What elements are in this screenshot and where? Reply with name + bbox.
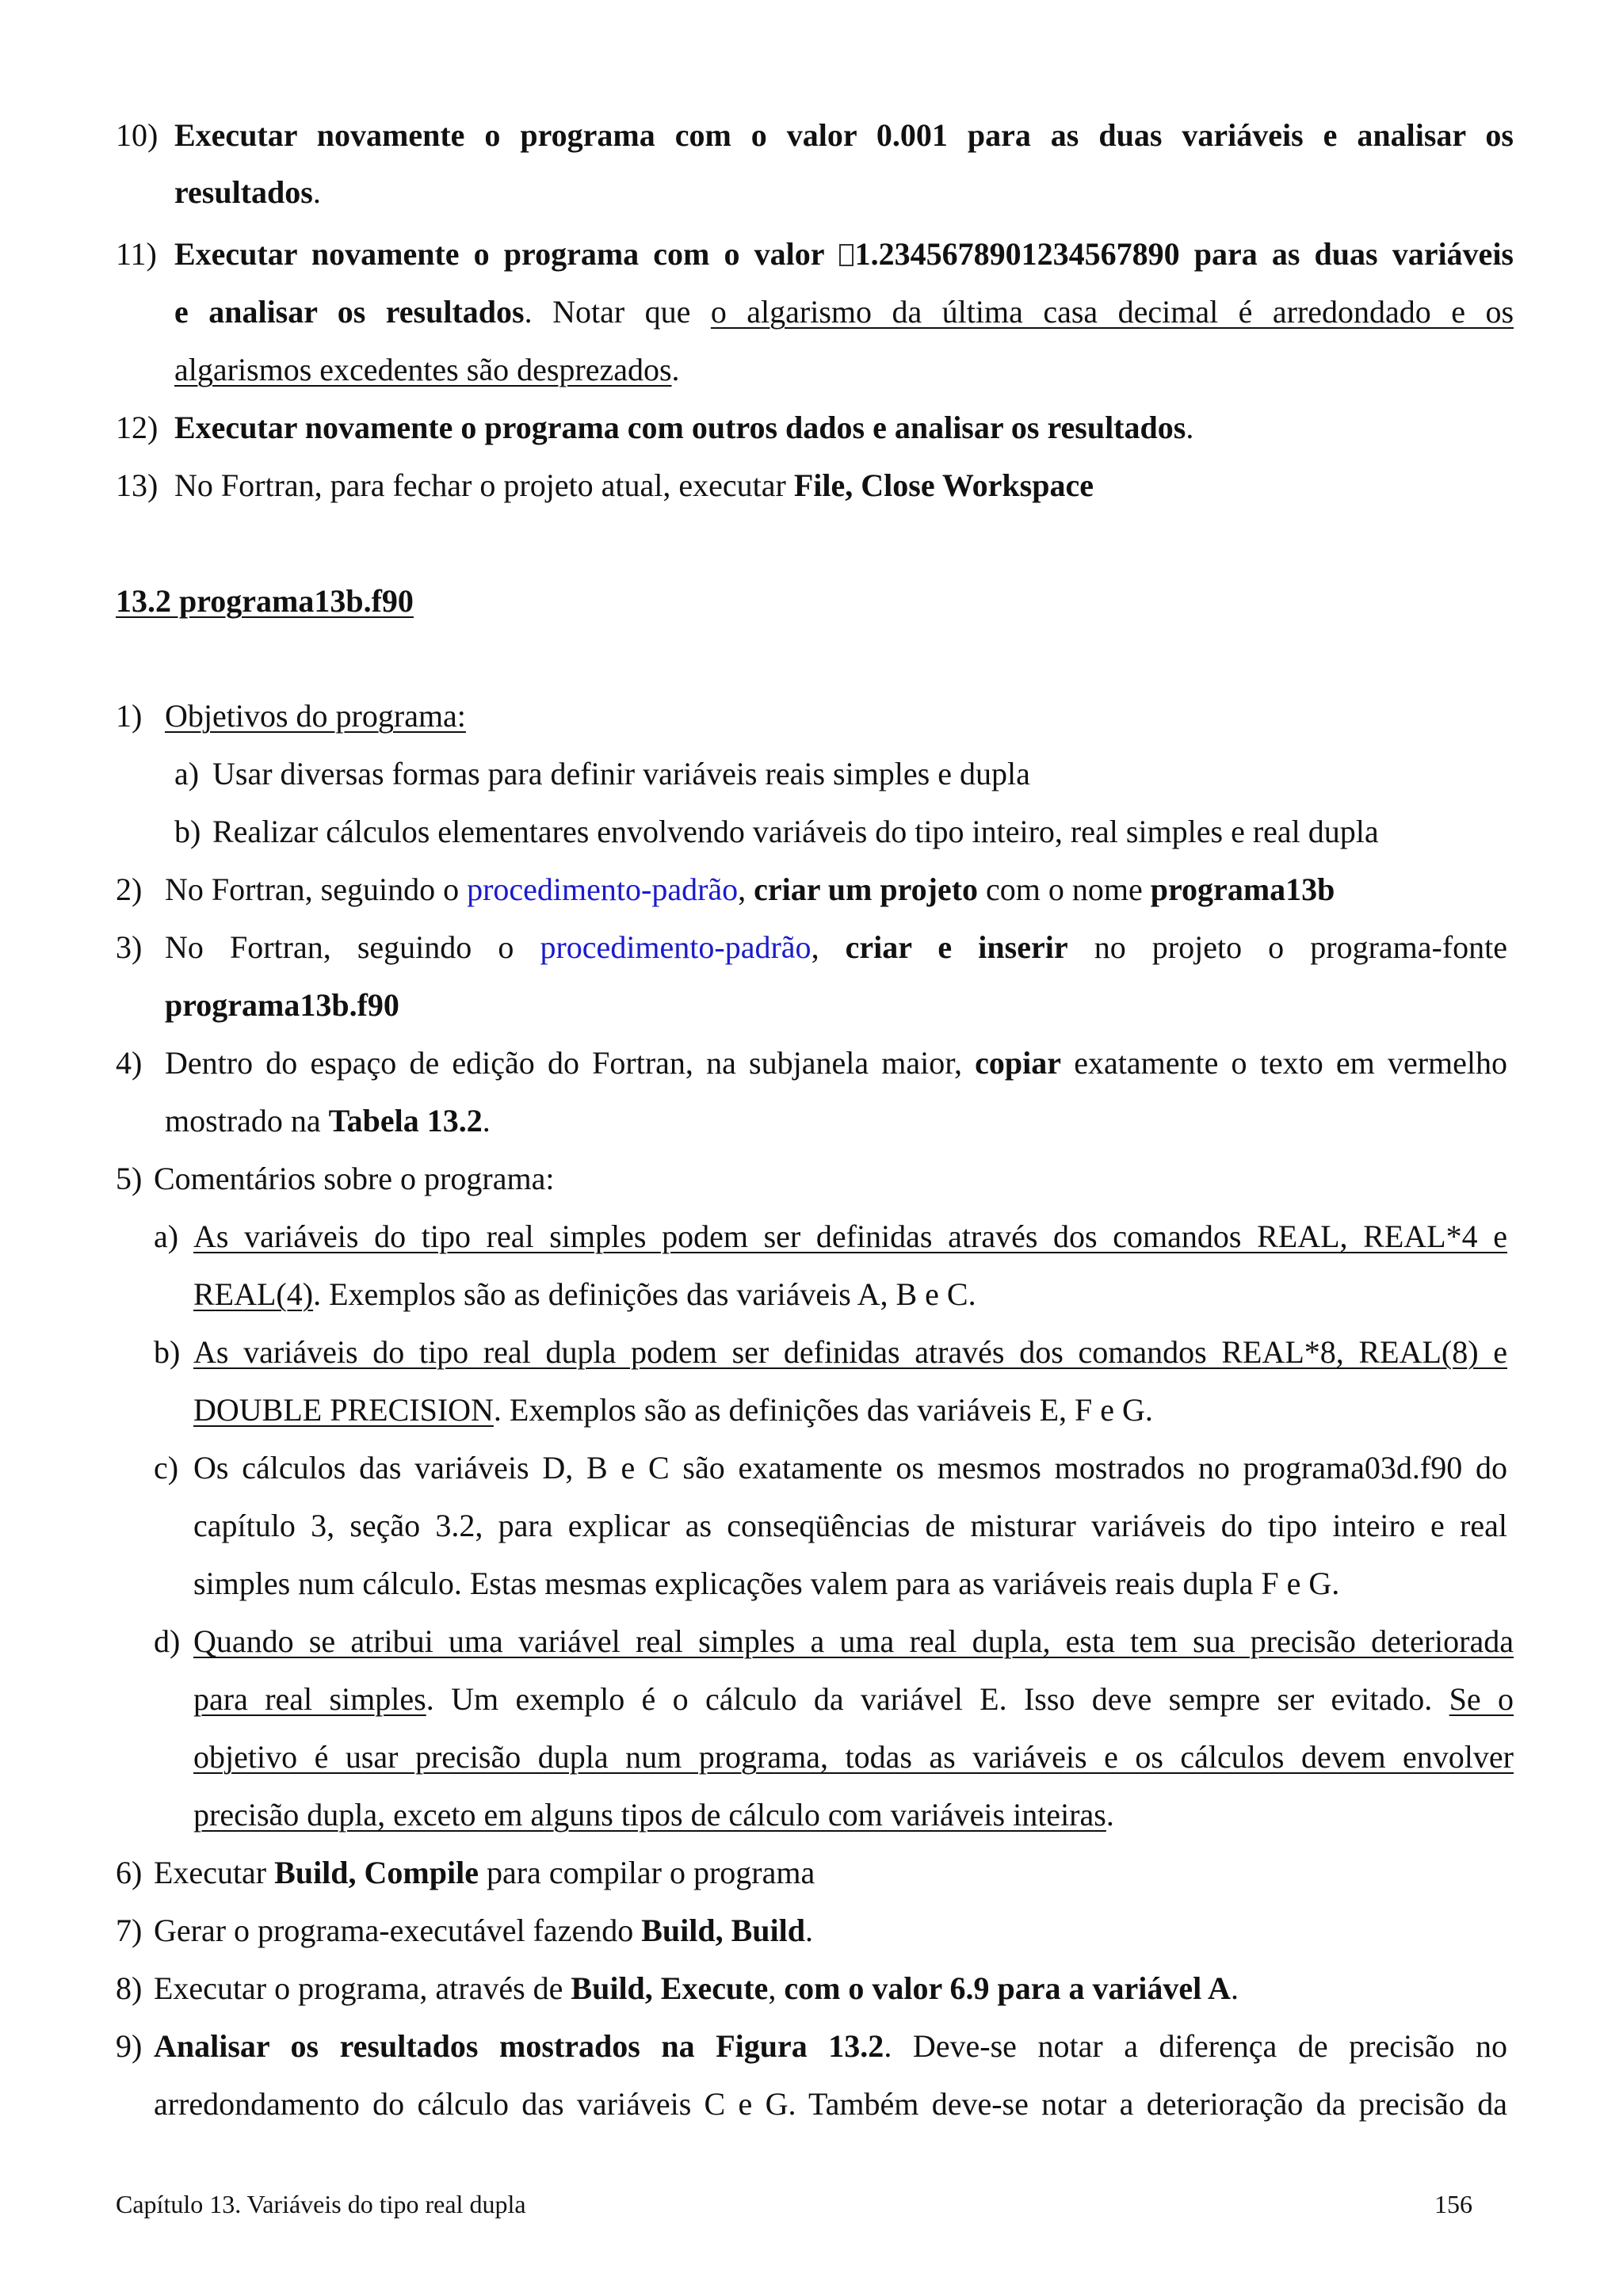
step-5d-line-1: Quando se atribui uma variável real simples a uma real dupla, esta tem sua precisão deteriorada: [193, 1623, 1514, 1659]
step-5a-line-1: As variáveis do tipo real simples podem ser definidas através dos comandos REAL, REAL*4 e: [193, 1219, 1507, 1254]
item-13-text: No Fortran, para fechar o projeto atual, executar File, Close Workspace: [174, 467, 1094, 503]
step-1b-number: b): [174, 814, 201, 849]
step-4-line-1: Dentro do espaço de edição do Fortran, na subjanela maior, copiar exatamente o texto em vermelho: [165, 1045, 1507, 1081]
step-5c-line-2: capítulo 3, seção 3.2, para explicar as conseqüências de misturar variáveis do tipo inteiro e real: [193, 1508, 1507, 1543]
step-5b-line-1: As variáveis do tipo real dupla podem ser definidas através dos comandos REAL*8, REAL(8) e: [193, 1334, 1507, 1370]
step-3-number: 3): [116, 929, 143, 965]
step-5-number: 5): [116, 1161, 143, 1196]
step-7-number: 7): [116, 1913, 143, 1948]
step-5c-line-3: simples num cálculo. Estas mesmas explicações valem para as variáveis reais dupla F e G.: [193, 1566, 1340, 1601]
step-2-text: No Fortran, seguindo o procedimento-padrão, criar um projeto com o nome programa13b: [165, 871, 1335, 907]
step-5d-number: d): [154, 1623, 181, 1659]
step-1-number: 1): [116, 698, 143, 734]
step-5c-line-1: Os cálculos das variáveis D, B e C são exatamente os mesmos mostrados no programa03d.f90 do: [193, 1450, 1507, 1486]
step-3-line-1: No Fortran, seguindo o procedimento-padrão, criar e inserir no projeto o programa-fonte: [165, 929, 1508, 965]
item-10-line-1: Executar novamente o programa com o valor 0.001 para as duas variáveis e analisar os: [174, 117, 1514, 153]
item-13-number: 13): [116, 467, 158, 503]
item-11-number: 11): [116, 236, 157, 272]
step-1a-text: Usar diversas formas para definir variáveis reais simples e dupla: [212, 756, 1030, 791]
item-11-line-1: Executar novamente o programa com o valor 1.2345678901234567890 para as duas variáveis: [174, 236, 1514, 272]
step-1a-number: a): [174, 756, 200, 791]
step-5b-line-2: DOUBLE PRECISION. Exemplos são as definições das variáveis E, F e G.: [193, 1392, 1153, 1428]
step-5d-line-2: para real simples. Um exemplo é o cálculo da variável E. Isso deve sempre ser evitado. Se o: [193, 1681, 1514, 1717]
step-7-text: Gerar o programa-executável fazendo Build, Build.: [154, 1913, 813, 1948]
step-9-number: 9): [116, 2028, 143, 2064]
step-5a-line-2: REAL(4). Exemplos são as definições das variáveis A, B e C.: [193, 1276, 976, 1312]
item-11-line-3: algarismos excedentes são desprezados.: [174, 352, 680, 387]
step-2-number: 2): [116, 871, 143, 907]
item-12-number: 12): [116, 410, 158, 445]
procedimento-padrao-link[interactable]: procedimento-padrão: [467, 871, 739, 907]
step-6-number: 6): [116, 1855, 143, 1890]
missing-glyph-box: [839, 244, 854, 266]
section-heading: 13.2 programa13b.f90: [116, 583, 414, 619]
step-4-line-2: mostrado na Tabela 13.2.: [165, 1103, 491, 1138]
step-5b-number: b): [154, 1334, 181, 1370]
step-5d-line-4: precisão dupla, exceto em alguns tipos de cálculo com variáveis inteiras.: [193, 1797, 1114, 1833]
step-3-line-2: programa13b.f90: [165, 987, 399, 1023]
procedimento-padrao-link[interactable]: procedimento-padrão: [540, 929, 812, 965]
step-1b-text: Realizar cálculos elementares envolvendo variáveis do tipo inteiro, real simples e real dupla: [212, 814, 1379, 849]
item-11-line-2: e analisar os resultados. Notar que o algarismo da última casa decimal é arredondado e os: [174, 294, 1514, 330]
footer-page-number: 156: [1434, 2190, 1472, 2218]
item-12-text: Executar novamente o programa com outros dados e analisar os resultados.: [174, 410, 1194, 445]
step-9-line-1: Analisar os resultados mostrados na Figura 13.2. Deve-se notar a diferença de precisão no: [154, 2028, 1508, 2064]
step-6-text: Executar Build, Compile para compilar o programa: [154, 1855, 815, 1890]
step-5a-number: a): [154, 1219, 179, 1254]
step-8-text: Executar o programa, através de Build, Execute, com o valor 6.9 para a variável A.: [154, 1970, 1239, 2006]
footer-chapter: Capítulo 13. Variáveis do tipo real dupla: [116, 2190, 526, 2218]
step-5c-number: c): [154, 1450, 179, 1486]
step-5d-line-3: objetivo é usar precisão dupla num programa, todas as variáveis e os cálculos devem envolver: [193, 1739, 1514, 1775]
step-8-number: 8): [116, 1970, 143, 2006]
item-10-line-2: resultados.: [174, 174, 321, 210]
item-10-number: 10): [116, 117, 158, 153]
step-4-number: 4): [116, 1045, 143, 1081]
step-9-line-2: arredondamento do cálculo das variáveis C e G. Também deve-se notar a deterioração da precisão da: [154, 2086, 1507, 2122]
step-5-text: Comentários sobre o programa:: [154, 1161, 555, 1196]
step-1-label: Objetivos do programa:: [165, 698, 466, 734]
